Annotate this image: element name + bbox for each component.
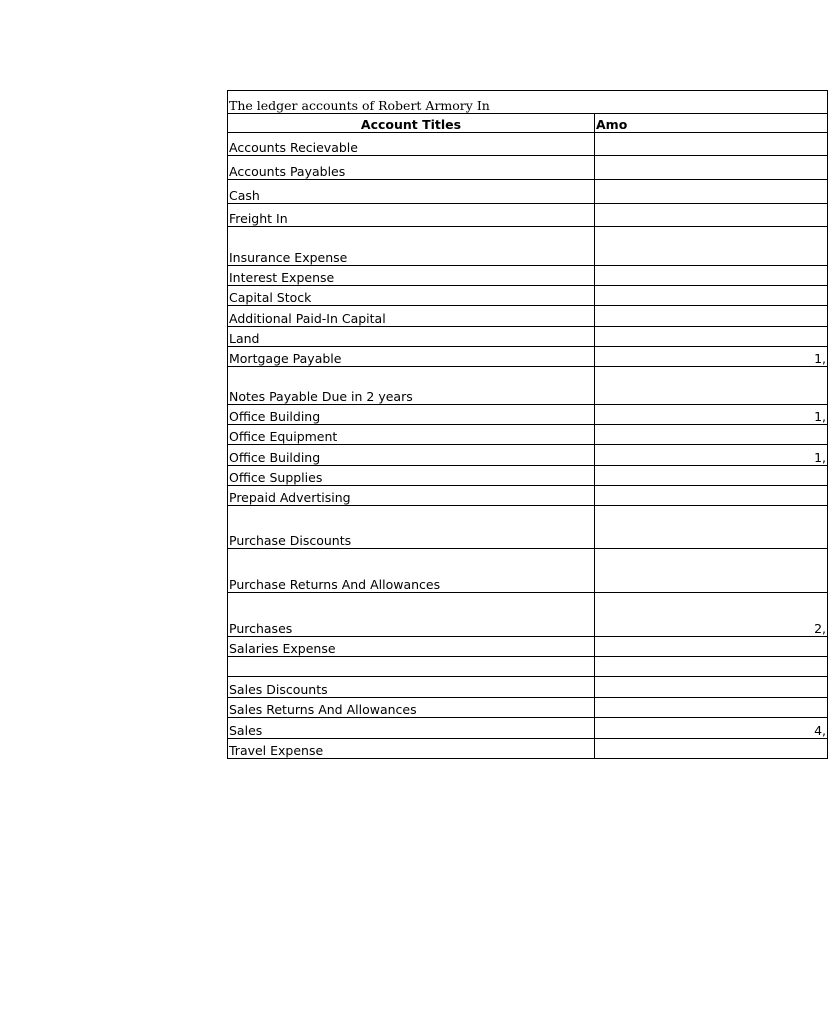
account-title-cell: Office Supplies	[228, 466, 595, 486]
table-row	[228, 227, 828, 266]
amount-cell	[595, 657, 828, 677]
table-row	[228, 698, 828, 718]
table-row	[228, 425, 828, 445]
amount-cell	[595, 266, 828, 286]
table-row	[228, 657, 828, 677]
table-row	[228, 156, 828, 180]
header-row	[228, 114, 828, 133]
ledger-sheet	[227, 90, 826, 765]
amount-cell	[595, 698, 828, 718]
amount-header: Amo	[595, 114, 828, 133]
table-row	[228, 549, 828, 593]
account-title-cell: Interest Expense	[228, 266, 595, 286]
ledger-table	[227, 90, 828, 759]
account-title-cell: Freight In	[228, 204, 595, 227]
amount-cell	[595, 156, 828, 180]
account-title-cell: Purchase Returns And Allowances	[228, 549, 595, 593]
amount-cell	[595, 367, 828, 405]
account-title-cell: Salaries Expense	[228, 637, 595, 657]
table-row	[228, 466, 828, 486]
amount-cell: 1,	[595, 405, 828, 425]
account-title-cell: Purchase Discounts	[228, 506, 595, 549]
amount-cell	[595, 506, 828, 549]
account-title-cell: Cash	[228, 180, 595, 204]
account-titles-header: Account Titles	[228, 114, 595, 133]
table-row	[228, 677, 828, 698]
table-row	[228, 327, 828, 347]
account-title-cell: Travel Expense	[228, 739, 595, 759]
table-row	[228, 266, 828, 286]
amount-cell	[595, 286, 828, 306]
amount-cell	[595, 133, 828, 156]
table-row	[228, 445, 828, 466]
amount-cell	[595, 327, 828, 347]
account-title-cell: Office Equipment	[228, 425, 595, 445]
amount-cell	[595, 466, 828, 486]
amount-cell	[595, 425, 828, 445]
account-title-cell: Insurance Expense	[228, 227, 595, 266]
amount-cell: 1,	[595, 445, 828, 466]
amount-cell: 4,	[595, 718, 828, 739]
amount-cell	[595, 486, 828, 506]
table-row	[228, 593, 828, 637]
table-row	[228, 306, 828, 327]
amount-cell: 2,	[595, 593, 828, 637]
amount-cell	[595, 549, 828, 593]
table-row	[228, 286, 828, 306]
amount-cell	[595, 739, 828, 759]
table-row	[228, 718, 828, 739]
table-row	[228, 133, 828, 156]
account-title-cell: Purchases	[228, 593, 595, 637]
account-title-cell: Sales Discounts	[228, 677, 595, 698]
account-title-cell: Notes Payable Due in 2 years	[228, 367, 595, 405]
table-row	[228, 405, 828, 425]
account-title-cell: Sales	[228, 718, 595, 739]
account-title-cell: Capital Stock	[228, 286, 595, 306]
table-row	[228, 367, 828, 405]
table-row	[228, 506, 828, 549]
ledger-body	[228, 133, 828, 759]
table-row	[228, 486, 828, 506]
amount-cell	[595, 227, 828, 266]
table-row	[228, 637, 828, 657]
table-row	[228, 739, 828, 759]
account-title-cell	[228, 657, 595, 677]
amount-cell	[595, 180, 828, 204]
amount-cell	[595, 637, 828, 657]
title-row	[228, 91, 828, 114]
account-title-cell: Land	[228, 327, 595, 347]
account-title-cell: Office Building	[228, 445, 595, 466]
table-row	[228, 204, 828, 227]
amount-cell	[595, 306, 828, 327]
account-title-cell: Additional Paid-In Capital	[228, 306, 595, 327]
account-title-cell: Accounts Recievable	[228, 133, 595, 156]
account-title-cell: Mortgage Payable	[228, 347, 595, 367]
amount-cell: 1,	[595, 347, 828, 367]
amount-cell	[595, 204, 828, 227]
ledger-title: The ledger accounts of Robert Armory In	[228, 91, 828, 114]
account-title-cell: Accounts Payables	[228, 156, 595, 180]
amount-cell	[595, 677, 828, 698]
account-title-cell: Office Building	[228, 405, 595, 425]
account-title-cell: Sales Returns And Allowances	[228, 698, 595, 718]
account-title-cell: Prepaid Advertising	[228, 486, 595, 506]
table-row	[228, 347, 828, 367]
table-row	[228, 180, 828, 204]
